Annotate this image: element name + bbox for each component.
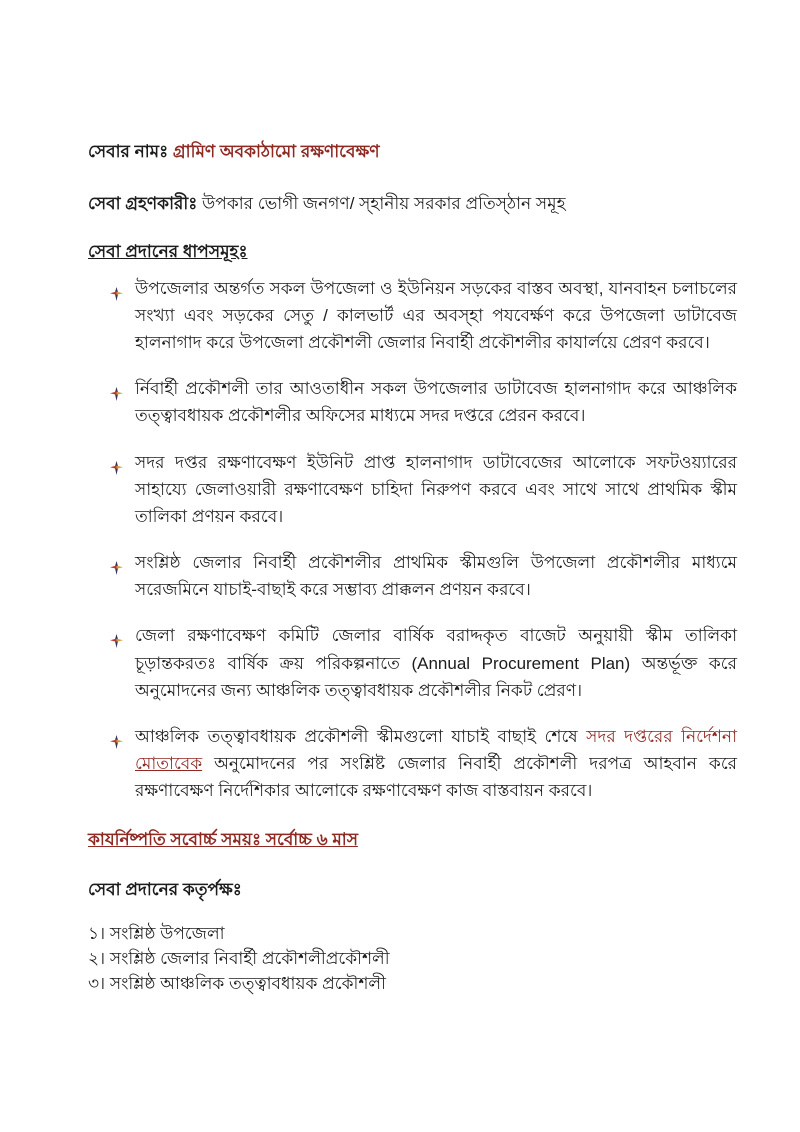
step-text: উপজেলার অন্তর্গত সকল উপজেলা ও ইউনিয়ন সড়কের বাস্তব অবস্থা, যানবাহন চলাচলের সংখ্যা এবং সড়কের সেতু / কালভার্ট এর অবস্হা পযবের্ক্ষণ করে উপজেলা ডাটাবেজ হালনাগাদ করে উপজেলা প্রকৌশলী জেলার নিবার্হী প্রকৌশলীর কাযার্লয়ে প্রেরণ করবে। bbox=[135, 278, 737, 352]
step-text-segment-red: সদর দপ্তরের নির্দেশনা bbox=[586, 727, 737, 746]
step-text: র্নিবার্হী প্রকৌশলী তার আওতাধীন সকল উপজেলার ডাটাবেজ হালনাগাদ করে আঞ্চলিক তত্ত্বাবধায়ক প্রকৌশলীর অফিসের মাধ্যমে সদর দপ্তরে প্রেরন করবে। bbox=[135, 379, 737, 426]
authority-item-3: ৩। সংশ্লিষ্ঠ আঞ্চলিক তত্ত্বাবধায়ক প্রকৌশলী bbox=[88, 973, 386, 993]
service-recipient-line bbox=[88, 190, 737, 217]
authority-item-1: ১। সংশ্লিষ্ঠ উপজেলা bbox=[88, 923, 225, 943]
four-point-star-bullet-icon bbox=[110, 556, 123, 570]
step-text: সংশ্লিষ্ঠ জেলার নিবার্হী প্রকৌশলীর প্রাথমিক স্কীমগুলি উপজেলা প্রকৌশলীর মাধ্যমে সরেজমিনে যাচাই-বাছাই করে সম্ভাব্য প্রাক্কলন প্রণয়ন করবে। bbox=[135, 553, 737, 600]
steps-heading: সেবা প্রদানের ধাপসমূহঃ bbox=[88, 242, 248, 262]
four-point-star-bullet-icon bbox=[110, 456, 123, 470]
service-name-value: গ্রামিণ অবকাঠামো রক্ষণাবেক্ষণ bbox=[172, 142, 380, 161]
authority-heading: সেবা প্রদানের কতৃর্পক্ষঃ bbox=[88, 879, 242, 899]
four-point-star-bullet-icon bbox=[110, 629, 123, 643]
service-name-label: সেবার নামঃ bbox=[88, 142, 169, 161]
step-item-4 bbox=[110, 549, 737, 603]
step-item-5 bbox=[110, 622, 737, 704]
four-point-star-bullet-icon bbox=[110, 382, 123, 396]
step-text: জেলা রক্ষণাবেক্ষণ কমিটি জেলার বার্ষিক বরাদ্দকৃত বাজেট অনুয়ায়ী স্কীম তালিকা চূড়ান্তকরতঃ বার্ষিক ক্রয় পরিকল্পনাতে (Annual Procurement Plan) অন্তর্ভূক্ত করে অনুমোদনের জন্য আঞ্চলিক তত্ত্বাবধায়ক প্রকৌশলীর নিকট প্রেরণ। bbox=[135, 626, 737, 700]
authority-list bbox=[88, 922, 737, 997]
four-point-star-bullet-icon bbox=[110, 282, 123, 296]
authority-item-2: ২। সংশ্লিষ্ঠ জেলার নিবার্হী প্রকৌশলীপ্রকৌশলী bbox=[88, 948, 390, 968]
step-item-1 bbox=[110, 275, 737, 357]
step-text-segment: আঞ্চলিক তত্ত্বাবধায়ক প্রকৌশলী স্কীমগুলো যাচাই বাছাই শেষে bbox=[135, 727, 587, 746]
service-recipient-label: সেবা গ্রহণকারীঃ bbox=[88, 194, 198, 214]
service-name-line bbox=[88, 138, 737, 165]
step-text-segment: অনুমোদনের পর সংশ্লিষ্ট জেলার নিবার্হী প্রকৌশলী দরপত্র আহবান করে রক্ষণাবেক্ষণ নির্দেশিকার আলোকে রক্ষণাবেক্ষণ কাজ বাস্তবায়ন করবে। bbox=[135, 754, 737, 801]
steps-list bbox=[110, 275, 737, 805]
step-item-2 bbox=[110, 375, 737, 429]
step-item-6 bbox=[110, 723, 737, 805]
step-text: সদর দপ্তর রক্ষণাবেক্ষণ ইউনিট প্রাপ্ত হালনাগাদ ডাটাবেজের আলোকে সফটওয়্যারের সাহায্যে জেলাওয়ারী রক্ষণাবেক্ষণ চাহিদা নিরুপণ করবে এবং সাথে সাথে প্রাথমিক স্কীম তালিকা প্রণয়ন করবে। bbox=[135, 452, 737, 526]
step-item-3 bbox=[110, 449, 737, 531]
step-text-segment-red-underlined: মোতাবেক bbox=[135, 754, 203, 774]
four-point-star-bullet-icon bbox=[110, 730, 123, 744]
completion-time-heading: কাযর্নিষ্পতি সবোর্চ্চ সময়ঃ সর্বোচ্চ ৬ মাস bbox=[88, 829, 358, 849]
service-recipient-value: উপকার ভোগী জনগণ/ স্হানীয় সরকার প্রতিস্ঠান সমূহ bbox=[202, 194, 566, 214]
